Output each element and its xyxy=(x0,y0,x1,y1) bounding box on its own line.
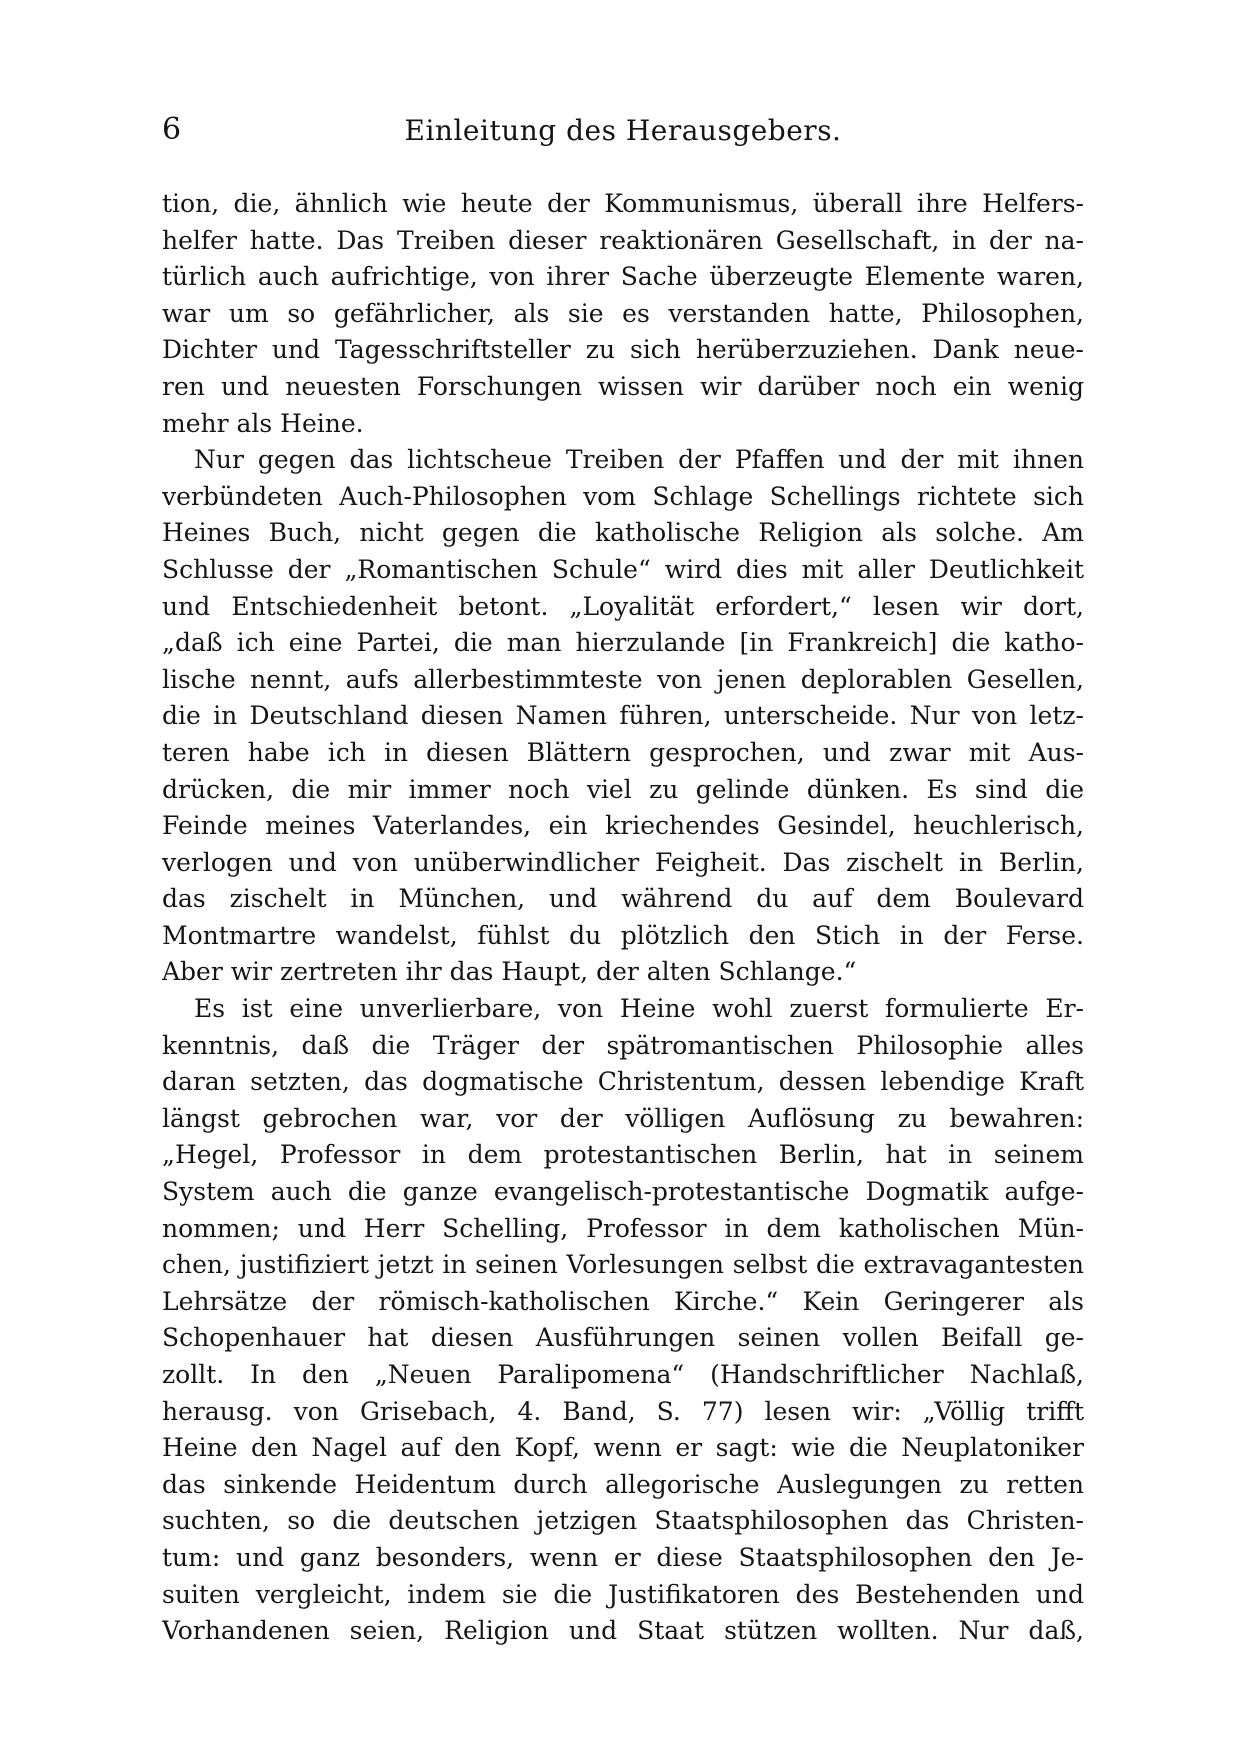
text-line: war um so gefährlicher, als sie es verstanden hatte, Philosophen, xyxy=(162,298,1084,328)
text-line: mehr als Heine. xyxy=(162,408,364,438)
text-line: Nur gegen das lichtscheue Treiben der Pfaffen und der mit ihnen xyxy=(194,445,1084,475)
text-line: das zischelt in München, und während du auf dem Boulevard xyxy=(162,884,1084,914)
text-line: herausg. von Grisebach, 4. Band, S. 77) lesen wir: „Völlig trifft xyxy=(162,1396,1084,1426)
text-line: drücken, die mir immer noch viel zu gelinde dünken. Es sind die xyxy=(162,774,1084,804)
text-line: die in Deutschland diesen Namen führen, unterscheide. Nur von letz- xyxy=(162,701,1084,731)
text-line: „daß ich eine Partei, die man hierzulande [in Frankreich] die katho- xyxy=(162,628,1084,658)
text-line: teren habe ich in diesen Blättern gesprochen, und zwar mit Aus- xyxy=(162,737,1084,767)
text-line: Heine den Nagel auf den Kopf, wenn er sagt: wie die Neuplatoniker xyxy=(162,1433,1084,1463)
text-line: nommen; und Herr Schelling, Professor in dem katholischen Mün- xyxy=(162,1213,1084,1243)
text-line: türlich auch aufrichtige, von ihrer Sache überzeugte Elemente waren, xyxy=(162,262,1084,292)
text-line: helfer hatte. Das Treiben dieser reaktionären Gesellschaft, in der na- xyxy=(162,225,1084,255)
running-title: Einleitung des Herausgebers. xyxy=(404,114,842,147)
body-text xyxy=(162,186,1084,1650)
text-line: Vorhandenen seien, Religion und Staat stützen wollten. Nur daß, xyxy=(162,1616,1084,1646)
text-line: Dichter und Tagesschriftsteller zu sich herüberzuziehen. Dank neue- xyxy=(162,335,1084,365)
text-line: System auch die ganze evangelisch-protestantische Dogmatik aufge- xyxy=(162,1177,1084,1207)
text-line: Es ist eine unverlierbare, von Heine wohl zuerst formulierte Er- xyxy=(194,994,1084,1024)
text-line: lische nennt, aufs allerbestimmteste von jenen deplorablen Gesellen, xyxy=(162,664,1084,694)
text-line: verbündeten Auch-Philosophen vom Schlage Schellings richtete sich xyxy=(162,481,1084,511)
text-line: tum: und ganz besonders, wenn er diese Staatsphilosophen den Je- xyxy=(162,1542,1084,1572)
text-line: Montmartre wandelst, fühlst du plötzlich den Stich in der Ferse. xyxy=(162,920,1084,950)
text-line: chen, justifiziert jetzt in seinen Vorlesungen selbst die extravagantesten xyxy=(162,1250,1084,1280)
text-line: Aber wir zertreten ihr das Haupt, der alten Schlange.“ xyxy=(162,957,857,987)
page-number: 6 xyxy=(162,112,182,147)
text-line: Schopenhauer hat diesen Ausführungen seinen vollen Beifall ge- xyxy=(162,1323,1084,1353)
text-line: das sinkende Heidentum durch allegorische Auslegungen zu retten xyxy=(162,1469,1084,1499)
text-line: Schlusse der „Romantischen Schule“ wird dies mit aller Deutlichkeit xyxy=(162,554,1084,584)
text-line: Heines Buch, nicht gegen die katholische Religion als solche. Am xyxy=(162,518,1084,548)
page-header xyxy=(162,108,1084,152)
text-line: ren und neuesten Forschungen wissen wir darüber noch ein wenig xyxy=(162,371,1084,401)
text-line: daran setzten, das dogmatische Christentum, dessen lebendige Kraft xyxy=(162,1067,1084,1097)
text-line: suchten, so die deutschen jetzigen Staatsphilosophen das Christen- xyxy=(162,1506,1084,1536)
text-line: zollt. In den „Neuen Paralipomena“ (Handschriftlicher Nachlaß, xyxy=(162,1360,1084,1389)
text-line: kenntnis, daß die Träger der spätromantischen Philosophie alles xyxy=(162,1030,1084,1060)
text-line: Lehrsätze der römisch-katholischen Kirche.“ Kein Geringerer als xyxy=(162,1286,1084,1316)
text-line: und Entschiedenheit betont. „Loyalität erfordert,“ lesen wir dort, xyxy=(162,591,1084,621)
text-line: suiten vergleicht, indem sie die Justifikatoren des Bestehenden und xyxy=(162,1579,1084,1609)
text-line: verlogen und von unüberwindlicher Feigheit. Das zischelt in Berlin, xyxy=(162,847,1084,877)
text-line: längst gebrochen war, vor der völligen Auflösung zu bewahren: xyxy=(162,1103,1084,1133)
text-line: tion, die, ähnlich wie heute der Kommunismus, überall ihre Helfers- xyxy=(162,189,1084,218)
text-line: Feinde meines Vaterlandes, ein kriechendes Gesindel, heuchlerisch, xyxy=(162,811,1084,841)
text-line: „Hegel, Professor in dem protestantischen Berlin, hat in seinem xyxy=(162,1140,1084,1170)
